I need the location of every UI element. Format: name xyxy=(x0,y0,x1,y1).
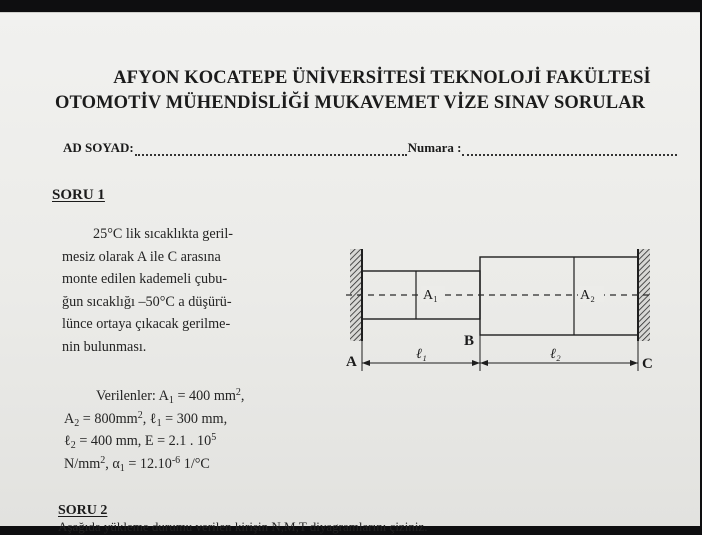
question-2-heading: SORU 2 xyxy=(58,503,108,518)
given-line-3: ℓ$_2$ = 400 mm, E = 2.1 . $10^5$ xyxy=(64,432,217,451)
arrowhead xyxy=(472,360,480,366)
arrowhead xyxy=(480,360,488,366)
name-field[interactable] xyxy=(135,144,407,156)
text-line: nin bulunması. xyxy=(62,338,147,355)
student-info-row xyxy=(63,140,678,156)
university-title: AFYON KOCATEPE ÜNİVERSİTESİ TEKNOLOJİ FAKÜLTESİ xyxy=(113,68,651,88)
area-a2-label: A₂ xyxy=(580,288,595,303)
area-a1-label: A₁ xyxy=(423,288,438,303)
length-l2-label: ℓ₂ xyxy=(550,347,561,362)
bar-segment-a2 xyxy=(480,257,638,335)
stepped-bar-diagram xyxy=(340,241,660,381)
given-values xyxy=(64,385,324,475)
question-2-text: Aşağıda yükleme durumu verilen kirişin N,M,T diyagramlarını çiziniz. xyxy=(58,519,428,534)
text-line: ğun sıcaklığı –50°C a düşürü- xyxy=(62,293,232,310)
given-line-1: Verilenler: $A_1 = 400$ $mm^2$, xyxy=(96,387,245,406)
arrowhead xyxy=(362,360,370,366)
length-l1-label: ℓ₁ xyxy=(416,347,427,362)
number-field[interactable] xyxy=(462,144,677,156)
point-c-label: C xyxy=(642,356,653,372)
point-a-label: A xyxy=(346,354,357,370)
number-label: Numara : xyxy=(407,140,462,155)
given-line-4: $N/mm^2$, $\alpha_1 = 12.10^{-6}$ 1/°C xyxy=(64,454,210,474)
text-line: monte edilen kademeli çubu- xyxy=(62,271,228,287)
name-label: AD SOYAD: xyxy=(63,140,134,155)
given-line-2: $A_2 = 800mm^2$, ℓ$_1$ = 300 mm, xyxy=(64,409,228,429)
exam-paper xyxy=(0,12,700,534)
text-line: 25°C lik sıcaklıkta geril- xyxy=(93,226,234,242)
question-1-text xyxy=(62,223,312,358)
text-line: lünce ortaya çıkacak gerilme- xyxy=(62,316,231,332)
question-1-heading: SORU 1 xyxy=(52,187,105,203)
exam-title: OTOMOTİV MÜHENDİSLİĞİ MUKAVEMET VİZE SINAV SORULAR xyxy=(55,93,646,113)
arrowhead xyxy=(630,360,638,366)
text-line: mesiz olarak A ile C arasına xyxy=(62,248,221,265)
point-b-label: B xyxy=(464,333,475,349)
